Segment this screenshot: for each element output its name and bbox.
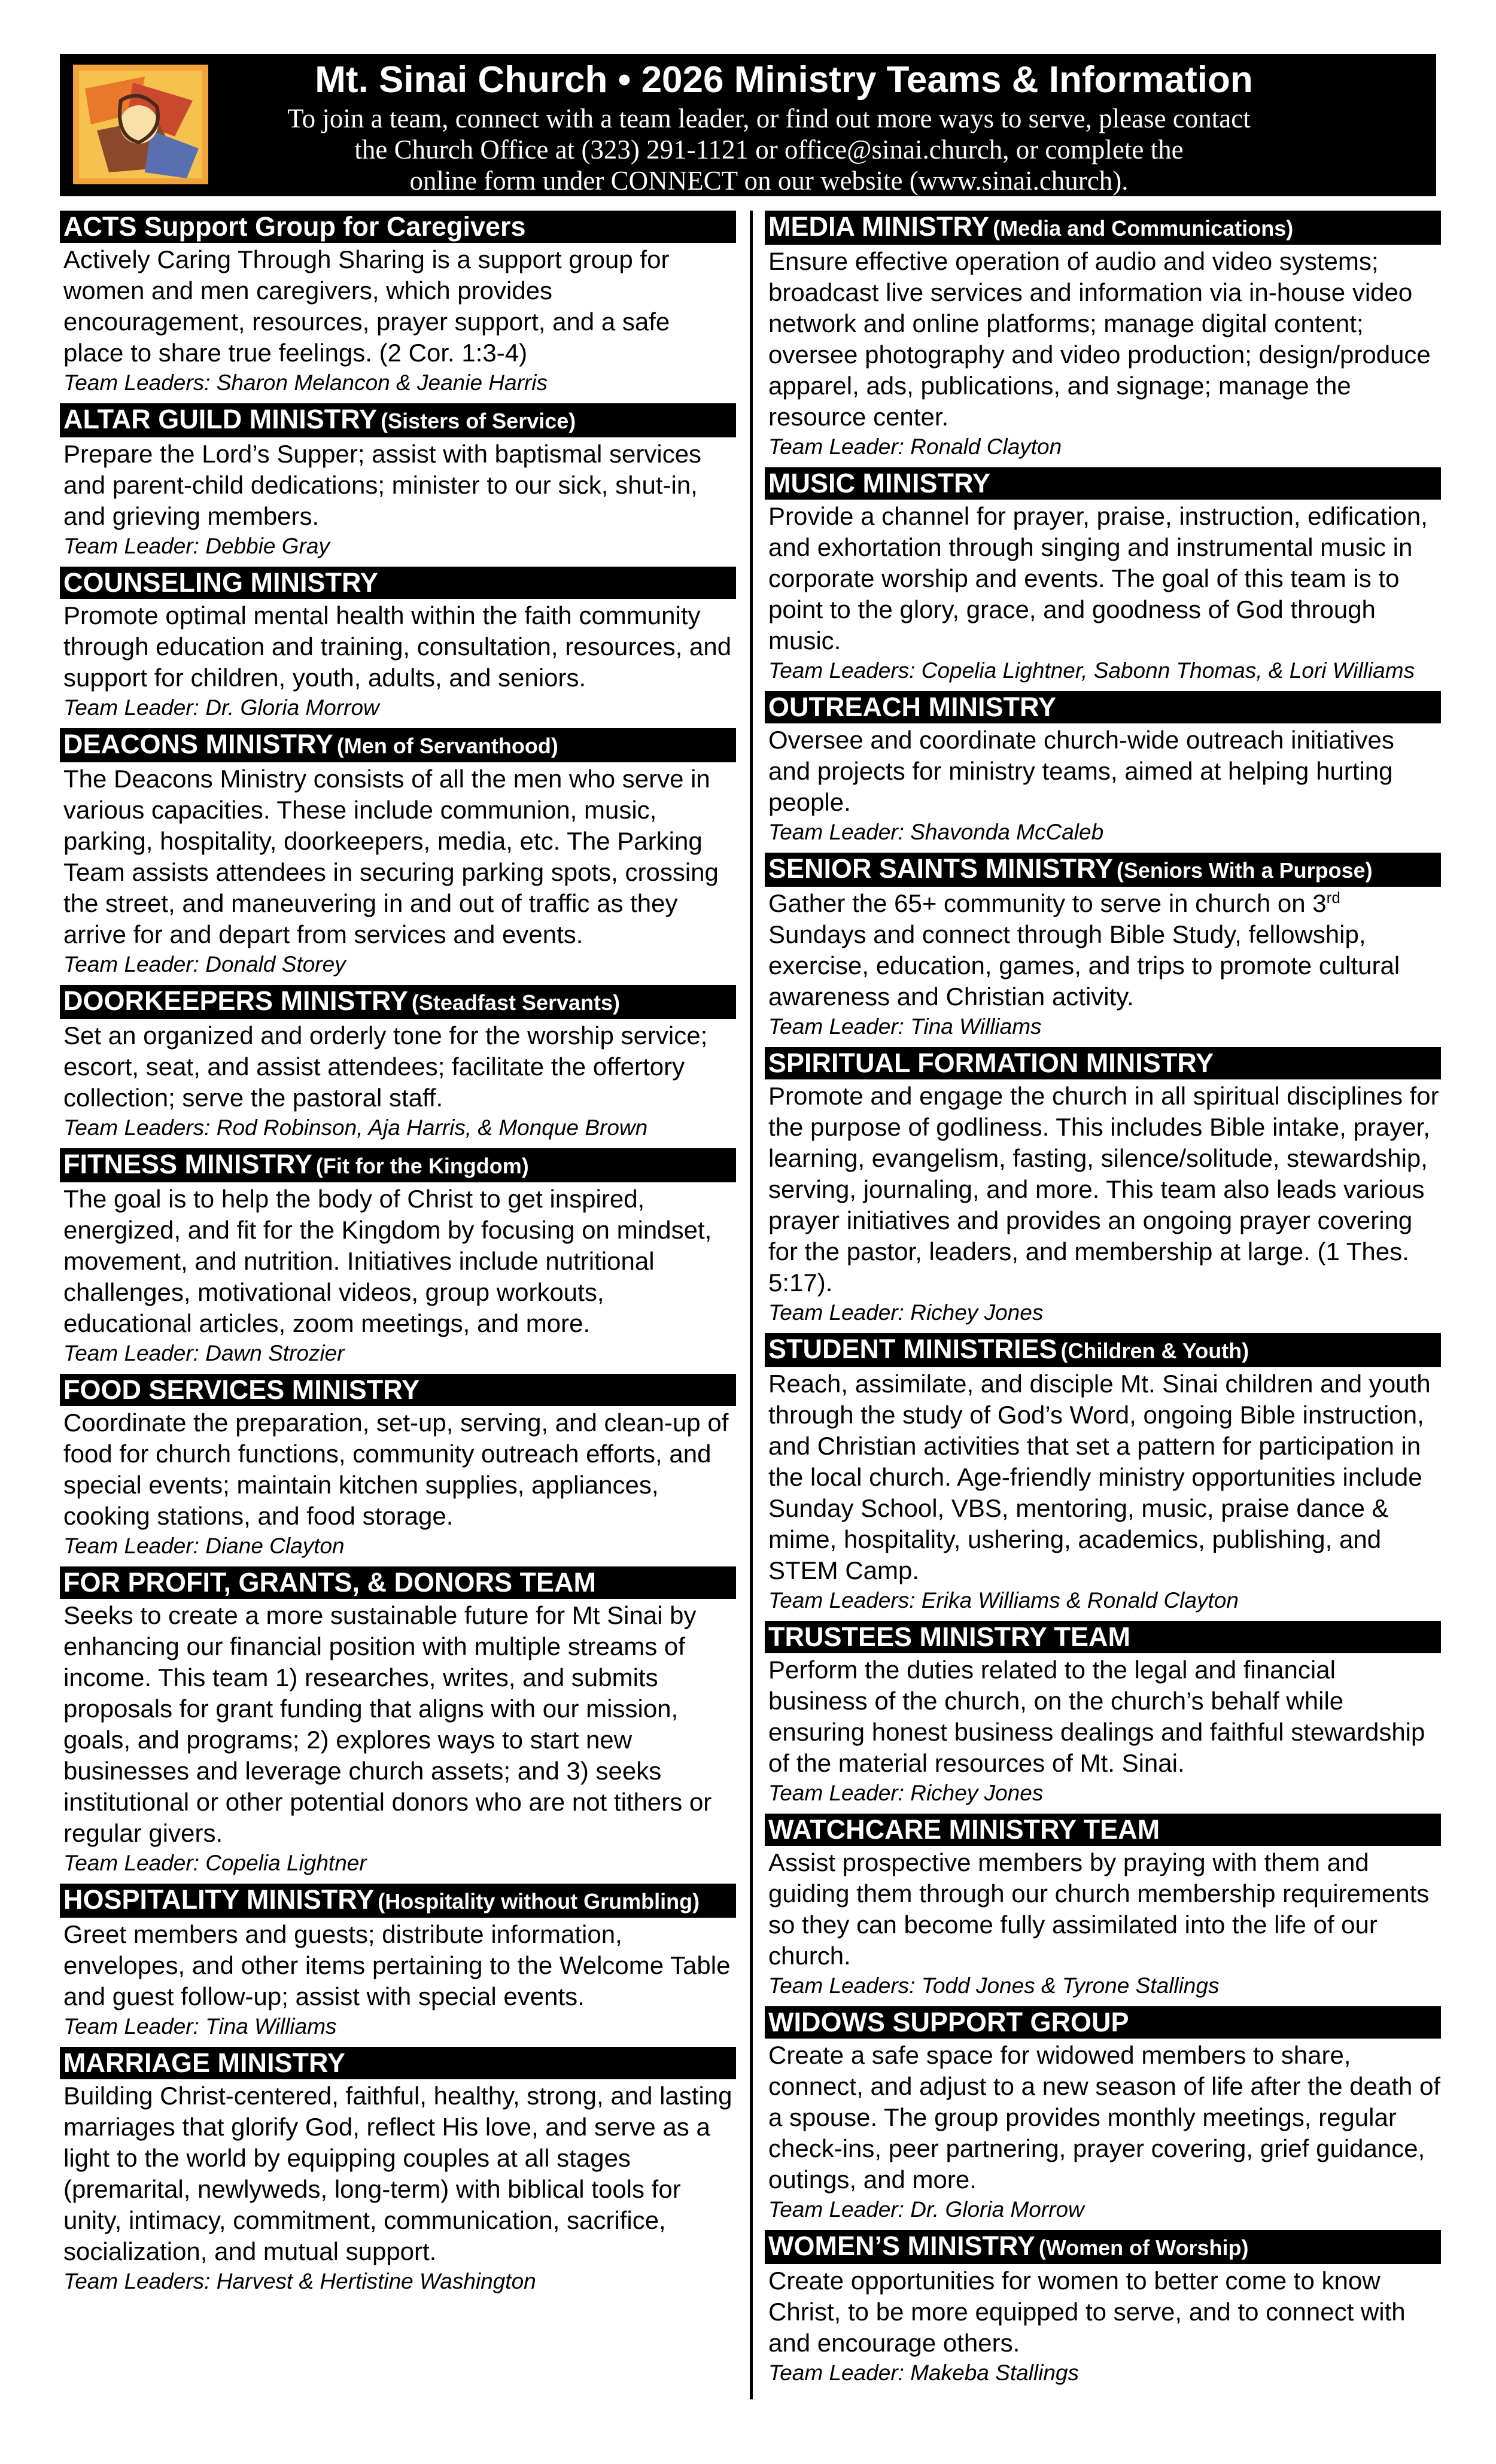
ministry-senior-saints-ministry (765, 853, 1441, 1041)
ministry-description: Oversee and coordinate church-wide outreach initiatives and projects for ministry teams, aimed at helping hurting people. (768, 726, 1394, 816)
ministry-heading (60, 728, 736, 762)
ministry-description: Building Christ-centered, faithful, healthy, strong, and lasting marriages that glorify God, reflect His love, and serve as a light to the world by equipping couples at all stages (premarital, newlyweds, long-term) with biblical tools for unity, intimacy, commitment, communication, sacrifice, socialization, and mutual support. (63, 2082, 732, 2265)
ministry-name: OUTREACH MINISTRY (768, 692, 1056, 722)
ministry-description: Prepare the Lord’s Supper; assist with baptismal services and parent-child dedications; minister to our sick, shut-in, and grieving members. (63, 440, 702, 530)
ministry-counseling-ministry (60, 567, 736, 722)
ministry-name: MUSIC MINISTRY (768, 468, 990, 498)
ministry-heading (60, 1374, 736, 1406)
ministry-subtitle: (Men of Servanthood) (336, 734, 558, 758)
ministry-description: Ensure effective operation of audio and video systems; broadcast live services and information via in-house video network and online platforms; manage digital content; oversee photography and video production; design/produce apparel, ads, publications, and signage; manage the resource center. (768, 247, 1431, 431)
ministry-subtitle: (Steadfast Servants) (411, 990, 621, 1015)
team-leader: Team Leader: Richey Jones (768, 1300, 1044, 1325)
ministry-heading (60, 211, 736, 243)
ministry-heading (60, 403, 736, 437)
ministry-subtitle: (Fit for the Kingdom) (315, 1154, 529, 1178)
ministry-description: The Deacons Ministry consists of all the men who serve in various capacities. These include communion, music, parking, hospitality, doorkeepers, media, etc. The Parking Team assists attendees in securing parking spots, crossing the street, and maneuvering in and out of traffic as they arrive for and depart from services and events. (63, 765, 719, 948)
ministry-hospitality-ministry (60, 1884, 736, 2041)
team-leader: Team Leaders: Sharon Melancon & Jeanie Harris (63, 370, 548, 395)
ministry-music-ministry (765, 467, 1441, 685)
ministry-heading (60, 2047, 736, 2079)
team-leader: Team Leader: Dr. Gloria Morrow (768, 2197, 1084, 2222)
ministry-heading (765, 1621, 1441, 1653)
ministry-name: WOMEN’S MINISTRY (768, 2231, 1035, 2261)
team-leader: Team Leaders: Harvest & Hertistine Washington (63, 2269, 536, 2293)
ministry-women-s-ministry (765, 2230, 1441, 2387)
ministry-for-profit-grants-donors-team (60, 1566, 736, 1878)
team-leader: Team Leader: Richey Jones (768, 1781, 1044, 1805)
ministry-description: Actively Caring Through Sharing is a support group for women and men caregivers, which provides encouragement, resources, prayer support, and a safe place to share true feelings. (2 Cor. 1:3-4) (63, 245, 670, 367)
ministry-name: COUNSELING MINISTRY (63, 567, 378, 598)
ministry-description: Perform the duties related to the legal and financial business of the church, on the church’s behalf while ensuring honest business dealings and faithful stewardship of the material resources of Mt. Sinai. (768, 1656, 1425, 1777)
ministry-acts-support-group-for-caregivers (60, 211, 736, 397)
team-leader: Team Leader: Tina Williams (768, 1014, 1042, 1039)
ministry-heading (60, 985, 736, 1019)
ministry-subtitle: (Seniors With a Purpose) (1116, 858, 1373, 883)
team-leader: Team Leader: Copelia Lightner (63, 1851, 367, 1875)
ministry-heading (765, 1814, 1441, 1846)
ministry-heading (60, 1884, 736, 1918)
team-leader: Team Leader: Debbie Gray (63, 534, 330, 558)
team-leader: Team Leaders: Erika Williams & Ronald Clayton (768, 1588, 1239, 1613)
ministry-name: TRUSTEES MINISTRY TEAM (768, 1622, 1131, 1652)
team-leader: Team Leader: Tina Williams (63, 2014, 337, 2039)
ministry-marriage-ministry (60, 2047, 736, 2296)
ministry-widows-support-group (765, 2006, 1441, 2224)
ministry-description: Set an organized and orderly tone for the worship service; escort, seat, and assist attendees; facilitate the offertory collection; serve the pastoral staff. (63, 1021, 708, 1112)
ministry-heading (60, 1148, 736, 1182)
ministry-subtitle: (Children & Youth) (1060, 1339, 1249, 1363)
ministry-subtitle: (Media and Communications) (993, 216, 1294, 241)
ministry-spiritual-formation-ministry (765, 1047, 1441, 1327)
ministry-name: DOORKEEPERS MINISTRY (63, 985, 408, 1016)
ministry-name: FOR PROFIT, GRANTS, & DONORS TEAM (63, 1567, 597, 1598)
ministry-heading (765, 2006, 1441, 2039)
team-leader: Team Leader: Makeba Stallings (768, 2360, 1079, 2385)
right-column (765, 211, 1441, 2393)
page-header (60, 54, 1436, 196)
ministry-heading (60, 1566, 736, 1599)
ministry-name: MEDIA MINISTRY (768, 211, 990, 242)
hands-logo-icon (73, 65, 208, 184)
ministry-heading (765, 1333, 1441, 1367)
ministry-heading (765, 2230, 1441, 2264)
team-leader: Team Leader: Shavonda McCaleb (768, 820, 1104, 844)
ministry-altar-guild-ministry (60, 403, 736, 561)
team-leader: Team Leader: Diane Clayton (63, 1534, 345, 1558)
ministry-media-ministry (765, 211, 1441, 461)
team-leader: Team Leader: Dawn Strozier (63, 1341, 345, 1365)
ministry-description: Coordinate the preparation, set-up, serving, and clean-up of food for church functions, community outreach efforts, and special events; maintain kitchen supplies, appliances, cooking stations, and food storage. (63, 1409, 729, 1530)
ministry-name: WIDOWS SUPPORT GROUP (768, 2007, 1129, 2037)
ministry-heading (765, 691, 1441, 723)
ministry-watchcare-ministry-team (765, 1814, 1441, 2000)
ministry-description: The goal is to help the body of Christ to get inspired, energized, and fit for the Kingdom by focusing on mindset, movement, and nutrition. Initiatives include nutritional challenges, motivational videos, group workouts, educational articles, zoom meetings, and more. (63, 1185, 712, 1337)
ministry-description: Assist prospective members by praying with them and guiding them through our church membership requirements so they can become fully assimilated into the life of our church. (768, 1848, 1430, 1970)
team-leader: Team Leaders: Rod Robinson, Aja Harris, & Monque Brown (63, 1115, 648, 1140)
ministry-name: WATCHCARE MINISTRY TEAM (768, 1814, 1160, 1845)
ministry-student-ministries (765, 1333, 1441, 1615)
ministry-description: Seeks to create a more sustainable future for Mt Sinai by enhancing our financial position with multiple streams of income. This team 1) researches, writes, and submits proposals for grant funding that aligns with our mission, goals, and programs; 2) explores ways to start new businesses and leverage church assets; and 3) seeks institutional or other potential donors who are not tithers or regular givers. (63, 1601, 712, 1847)
team-leader: Team Leader: Dr. Gloria Morrow (63, 695, 379, 720)
ministry-heading (765, 853, 1441, 887)
ministry-description: Create opportunities for women to better come to know Christ, to be more equipped to serve, and to connect with and encourage others. (768, 2267, 1406, 2357)
ministry-heading (765, 467, 1441, 500)
left-column (60, 211, 736, 2302)
ministry-description: Reach, assimilate, and disciple Mt. Sinai children and youth through the study of God’s Word, ongoing Bible instruction, and Christian activities that set a pattern for participation in the local church. Age-friendly ministry opportunities include Sunday School, VBS, mentoring, music, praise dance & mime, hospitality, ushering, academics, publishing, and STEM Camp. (768, 1370, 1431, 1584)
ministry-name: ACTS Support Group for Caregivers (63, 211, 526, 242)
ministry-outreach-ministry (765, 691, 1441, 847)
ministry-name: FOOD SERVICES MINISTRY (63, 1374, 420, 1405)
ministry-doorkeepers-ministry (60, 985, 736, 1142)
ministry-deacons-ministry (60, 728, 736, 979)
ministry-description: Create a safe space for widowed members to share, connect, and adjust to a new season of life after the death of a spouse. The group provides monthly meetings, regular check-ins, peer partnering, prayer covering, grief guidance, outings, and more. (768, 2041, 1441, 2194)
ministry-subtitle: (Hospitality without Grumbling) (378, 1889, 700, 1914)
ministry-name: DEACONS MINISTRY (63, 729, 333, 759)
team-leader: Team Leaders: Todd Jones & Tyrone Stallings (768, 1973, 1220, 1998)
team-leader: Team Leader: Donald Storey (63, 952, 346, 977)
ministry-description: Promote and engage the church in all spiritual disciplines for the purpose of godliness. This includes Bible intake, prayer, learning, evangelism, fasting, silence/solitude, stewardship, serving, journaling, and more. This team also leads various prayer initiatives and provides an ongoing prayer covering for the pastor, leaders, and membership at large. (1 Thes. 5:17). (768, 1082, 1439, 1297)
ministry-fitness-ministry (60, 1148, 736, 1368)
ministry-name: MARRIAGE MINISTRY (63, 2048, 345, 2078)
team-leader: Team Leader: Ronald Clayton (768, 434, 1062, 459)
ministry-subtitle: (Sisters of Service) (381, 409, 576, 433)
ministry-name: STUDENT MINISTRIES (768, 1334, 1057, 1364)
page-title: Mt. Sinai Church • 2026 Ministry Teams & Information (315, 59, 1253, 101)
ministry-subtitle: (Women of Worship) (1038, 2235, 1249, 2260)
ministry-trustees-ministry-team (765, 1621, 1441, 1808)
ministry-food-services-ministry (60, 1374, 736, 1560)
contact-info: To join a team, connect with a team leader, or find out more ways to serve, please contact the Church Office at (323) 291-1121 or office@sinai.church, or complete the online form under CONNECT on our website (www.sinai.church). (287, 104, 1251, 196)
ministry-name: FITNESS MINISTRY (63, 1149, 312, 1179)
ministry-heading (765, 1047, 1441, 1079)
ministry-name: HOSPITALITY MINISTRY (63, 1884, 375, 1915)
team-leader: Team Leaders: Copelia Lightner, Sabonn Thomas, & Lori Williams (768, 658, 1415, 683)
ministry-heading (765, 211, 1441, 245)
ministry-heading (60, 567, 736, 599)
ministry-description: Promote optimal mental health within the faith community through education and training, consultation, resources, and support for children, youth, adults, and seniors. (63, 601, 732, 692)
ministry-description: Greet members and guests; distribute information, envelopes, and other items pertaining to the Welcome Table and guest follow-up; assist with special events. (63, 1920, 731, 2010)
ministry-name: ALTAR GUILD MINISTRY (63, 404, 378, 434)
ministry-description: Gather the 65+ community to serve in church on 3rd Sundays and connect through Bible Study, fellowship, exercise, education, games, and trips to promote cultural awareness and Christian activity. (768, 889, 1400, 1011)
ministry-name: SENIOR SAINTS MINISTRY (768, 853, 1113, 884)
ministry-description: Provide a channel for prayer, praise, instruction, edification, and exhortation through singing and instrumental music in corporate worship and events. The goal of this team is to point to the glory, grace, and goodness of God through music. (768, 502, 1428, 655)
column-divider (750, 211, 753, 2399)
ministry-name: SPIRITUAL FORMATION MINISTRY (768, 1048, 1214, 1078)
